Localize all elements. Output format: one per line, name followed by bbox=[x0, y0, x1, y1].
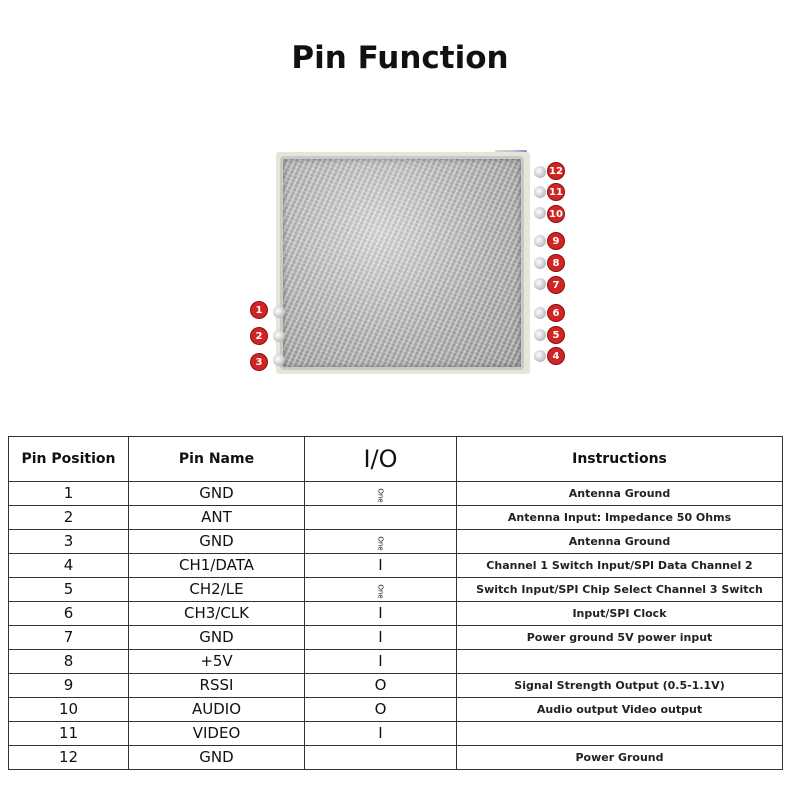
table-row bbox=[9, 578, 783, 602]
pin-io: I bbox=[305, 650, 457, 674]
pin-pad bbox=[534, 235, 546, 247]
pin-pad bbox=[273, 354, 285, 366]
pin-instructions: Audio output Video output bbox=[457, 698, 783, 722]
table-row bbox=[9, 650, 783, 674]
pin-position: 2 bbox=[9, 506, 129, 530]
pin-function-table bbox=[8, 436, 783, 770]
table-row bbox=[9, 722, 783, 746]
pin-instructions bbox=[457, 650, 783, 674]
pin-instructions: Power ground 5V power input bbox=[457, 626, 783, 650]
pin-instructions: Antenna Input: Impedance 50 Ohms bbox=[457, 506, 783, 530]
pin-instructions bbox=[457, 722, 783, 746]
table-row bbox=[9, 602, 783, 626]
pin-position: 12 bbox=[9, 746, 129, 770]
table-row bbox=[9, 506, 783, 530]
pin-position: 1 bbox=[9, 482, 129, 506]
pin-io bbox=[305, 746, 457, 770]
pin-io: I bbox=[305, 626, 457, 650]
pin-io-text: One bbox=[376, 487, 385, 503]
pin-pad bbox=[534, 186, 546, 198]
pin-io bbox=[305, 578, 457, 602]
pin-instructions: Antenna Ground bbox=[457, 530, 783, 554]
pin-io bbox=[305, 530, 457, 554]
page-title: Pin Function bbox=[291, 40, 509, 76]
pin-name: GND bbox=[129, 482, 305, 506]
pin-io: O bbox=[305, 698, 457, 722]
pin-pad bbox=[534, 329, 546, 341]
pin-io: I bbox=[305, 554, 457, 578]
pin-position: 7 bbox=[9, 626, 129, 650]
pin-badge-10: 10 bbox=[547, 205, 565, 223]
table-row bbox=[9, 530, 783, 554]
pin-pad bbox=[273, 306, 285, 318]
pin-pad bbox=[534, 307, 546, 319]
pin-badge-8: 8 bbox=[547, 254, 565, 272]
pin-name: CH3/CLK bbox=[129, 602, 305, 626]
pin-badge-5: 5 bbox=[547, 326, 565, 344]
table-row bbox=[9, 554, 783, 578]
pin-pad bbox=[534, 207, 546, 219]
pin-io: O bbox=[305, 674, 457, 698]
table-row bbox=[9, 698, 783, 722]
pin-pad bbox=[534, 257, 546, 269]
header-pin-position: Pin Position bbox=[9, 437, 129, 482]
pin-name: +5V bbox=[129, 650, 305, 674]
pin-badge-12: 12 bbox=[547, 162, 565, 180]
pin-badge-2: 2 bbox=[250, 327, 268, 345]
pin-badge-9: 9 bbox=[547, 232, 565, 250]
pin-io: I bbox=[305, 722, 457, 746]
pin-position: 4 bbox=[9, 554, 129, 578]
pin-io bbox=[305, 482, 457, 506]
pin-instructions: Channel 1 Switch Input/SPI Data Channel 2 bbox=[457, 554, 783, 578]
pin-instructions: Input/SPI Clock bbox=[457, 602, 783, 626]
pin-position: 6 bbox=[9, 602, 129, 626]
pin-position: 3 bbox=[9, 530, 129, 554]
rf-shield bbox=[280, 156, 524, 370]
table-header-row bbox=[9, 437, 783, 482]
pin-name: GND bbox=[129, 626, 305, 650]
pin-name: GND bbox=[129, 746, 305, 770]
pin-pad bbox=[534, 278, 546, 290]
pin-badge-3: 3 bbox=[250, 353, 268, 371]
module-illustration bbox=[247, 148, 577, 378]
pin-io-text: One bbox=[376, 583, 385, 599]
pin-position: 10 bbox=[9, 698, 129, 722]
pin-name: AUDIO bbox=[129, 698, 305, 722]
pin-badge-11: 11 bbox=[547, 183, 565, 201]
table-row bbox=[9, 746, 783, 770]
pin-instructions: Power Ground bbox=[457, 746, 783, 770]
pin-name: CH2/LE bbox=[129, 578, 305, 602]
pin-name: ANT bbox=[129, 506, 305, 530]
header-io: I/O bbox=[305, 437, 457, 482]
pin-position: 11 bbox=[9, 722, 129, 746]
pin-badge-4: 4 bbox=[547, 347, 565, 365]
pin-badge-1: 1 bbox=[250, 301, 268, 319]
pin-name: VIDEO bbox=[129, 722, 305, 746]
pin-io bbox=[305, 506, 457, 530]
header-pin-name: Pin Name bbox=[129, 437, 305, 482]
pin-name: GND bbox=[129, 530, 305, 554]
pin-name: RSSI bbox=[129, 674, 305, 698]
pin-instructions: Signal Strength Output (0.5-1.1V) bbox=[457, 674, 783, 698]
pin-position: 5 bbox=[9, 578, 129, 602]
pin-pad bbox=[534, 350, 546, 362]
pin-name: CH1/DATA bbox=[129, 554, 305, 578]
table-row bbox=[9, 674, 783, 698]
pin-pad bbox=[273, 330, 285, 342]
header-instructions: Instructions bbox=[457, 437, 783, 482]
pin-instructions: Switch Input/SPI Chip Select Channel 3 Switch bbox=[457, 578, 783, 602]
pin-position: 9 bbox=[9, 674, 129, 698]
pin-badge-6: 6 bbox=[547, 304, 565, 322]
pin-position: 8 bbox=[9, 650, 129, 674]
pin-io: I bbox=[305, 602, 457, 626]
pin-io-text: One bbox=[376, 535, 385, 551]
table-row bbox=[9, 626, 783, 650]
pin-instructions: Antenna Ground bbox=[457, 482, 783, 506]
pin-pad bbox=[534, 166, 546, 178]
table-row bbox=[9, 482, 783, 506]
pin-badge-7: 7 bbox=[547, 276, 565, 294]
